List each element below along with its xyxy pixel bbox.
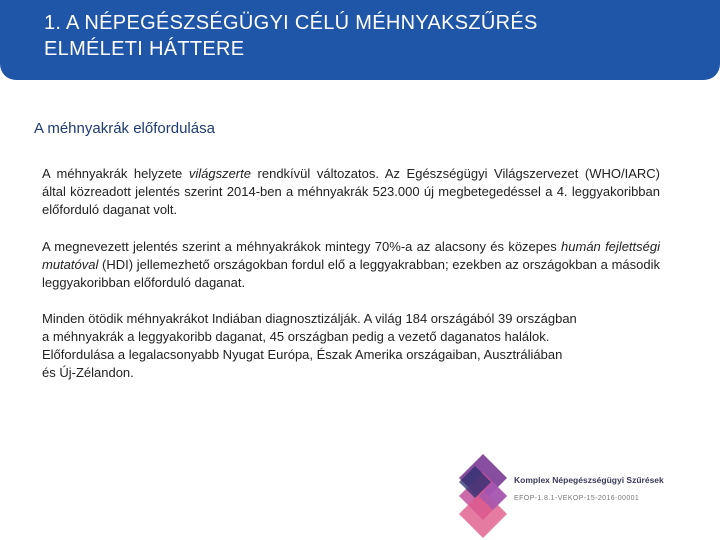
slide-title-line-1: 1. A NÉPEGÉSZSÉGÜGYI CÉLÚ MÉHNYAKSZŰRÉS: [44, 12, 538, 34]
paragraph-hdi: [42, 238, 660, 292]
title-banner: [0, 0, 720, 80]
paragraph-1-text-b: rendkívül változatos. Az Egészségügyi Világszervezet (WHO/IARC) által közreadott jelentés szerint 2014-ben a méhnyakrák 523.000 új megbetegedéssel a 4. leggyakoribban előforduló daganat volt.: [42, 166, 660, 217]
paragraph-countries: [42, 310, 660, 382]
paragraph-2-text-b: (HDI) jellemezhető országokban fordul elő a leggyakrabban; ezekben az országokban a második leggyakoribban előforduló daganat.: [42, 257, 660, 290]
slide-title: [44, 10, 684, 62]
paragraph-3-line-3: Előfordulása a legalacsonyabb Nyugat Európa, Észak Amerika országaiban, Ausztráliában: [42, 347, 563, 362]
paragraph-1-emphasis: világszerte: [188, 166, 251, 181]
paragraph-prevalence: [42, 165, 660, 219]
paragraph-3-line-2: a méhnyakrák a leggyakoribb daganat, 45 országban pedig a vezető daganatos halálok.: [42, 329, 550, 344]
paragraph-3-line-4: és Új-Zélandon.: [42, 365, 134, 380]
paragraph-1-text-a: A méhnyakrák helyzete: [42, 166, 189, 181]
paragraph-3-line-1: Minden ötödik méhnyakrákot Indiában diagnosztizálják. A világ 184 országából 39 országban: [42, 311, 577, 326]
logo-wordmark: Komplex Népegészségügyi Szűrések: [514, 475, 664, 485]
slide-title-line-2: ELMÉLETI HÁTTERE: [44, 38, 245, 60]
paragraph-2-emphasis: humán fejlettségi mutatóval: [42, 239, 660, 272]
paragraph-2-text-a: A megnevezett jelentés szerint a méhnyakrákok mintegy 70%-a az alacsony és közepes: [42, 239, 562, 254]
section-title: A méhnyakrák előfordulása: [34, 120, 215, 137]
logo-project-code: EFOP-1.8.1-VEKOP-15-2016-00001: [514, 495, 640, 502]
